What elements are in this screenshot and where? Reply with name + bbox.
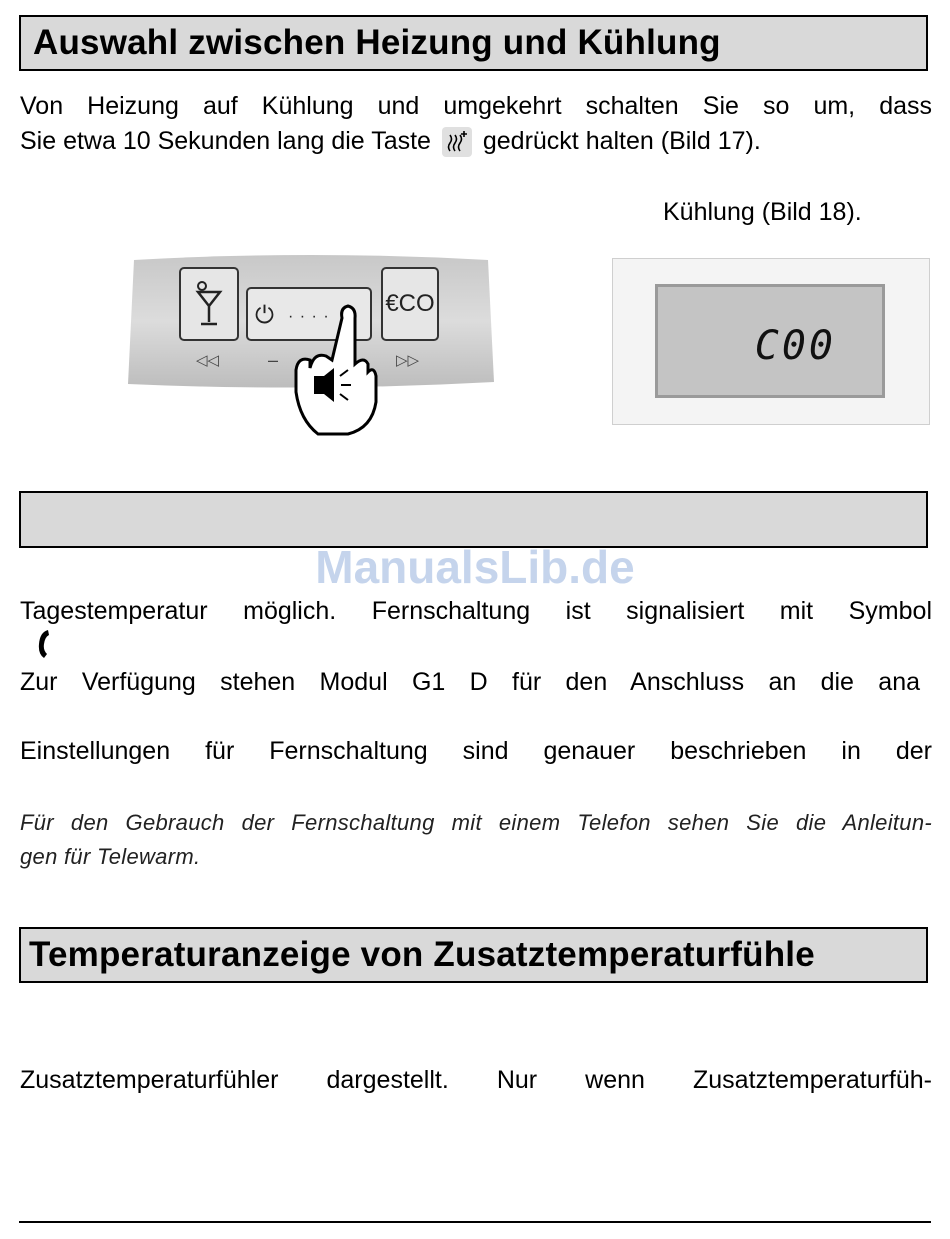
forward-arrow: ▷▷: [396, 352, 420, 369]
italic-note-line: [20, 840, 932, 874]
figure-17-control-panel: [128, 252, 494, 438]
paragraph-line: [20, 665, 920, 700]
lcd-value: C00: [754, 323, 836, 369]
paragraph-line: [20, 734, 932, 769]
cocktail-button-icon[interactable]: [180, 268, 238, 340]
paragraph-text: Zusatztemperaturfühler dargestellt. Nur wenn Zusatztemperaturfüh-: [20, 1066, 932, 1094]
paragraph-text: Sie etwa 10 Sekunden lang die Taste: [20, 127, 431, 155]
paragraph-line: [20, 124, 932, 159]
dots: · · · ·: [288, 308, 330, 325]
bottom-rule: [19, 1221, 931, 1223]
note-text: Für den Gebrauch der Fernschaltung mit einem Telefon sehen Sie die Anleitun-: [20, 810, 932, 835]
section-header-heating-cooling: [19, 15, 928, 71]
paragraph-text: Einstellungen für Fernschaltung sind genauer beschrieben in der: [20, 737, 932, 765]
power-symbol: ⏻: [255, 302, 274, 329]
paragraph-text: Tagestemperatur möglich. Fernschaltung ist signalisiert mit Symbol: [20, 597, 932, 625]
paragraph-line: [20, 1063, 932, 1098]
section-title: Temperaturanzeige von Zusatztemperaturfühle: [29, 935, 815, 974]
watermark: ManualsLib.de: [315, 541, 635, 593]
paragraph-text: gedrückt halten (Bild 17).: [482, 127, 761, 155]
caption-text: Kühlung (Bild 18).: [663, 198, 862, 226]
heat-cool-key-icon: [442, 127, 472, 157]
italic-note-line: [20, 806, 932, 840]
minus-sign: –: [268, 350, 279, 370]
section-title: Auswahl zwischen Heizung und Kühlung: [33, 23, 721, 62]
rewind-arrow: ◁◁: [196, 352, 220, 369]
figure18-caption: [663, 195, 923, 230]
paragraph-text: Von Heizung auf Kühlung und umgekehrt schalten Sie so um, dass: [20, 92, 932, 120]
eco-button-label[interactable]: €CO: [385, 290, 435, 317]
paragraph-line: [20, 89, 932, 124]
paragraph-line: [20, 594, 932, 629]
note-text: gen für Telewarm.: [20, 844, 201, 869]
telephone-icon: [36, 628, 52, 665]
figure-18-display: [612, 258, 930, 425]
section-header-temperature-display: [19, 927, 928, 983]
paragraph-text: Zur Verfügung stehen Modul G1 D für den Anschluss an die ana: [20, 668, 920, 696]
lcd-screen: [655, 284, 885, 398]
